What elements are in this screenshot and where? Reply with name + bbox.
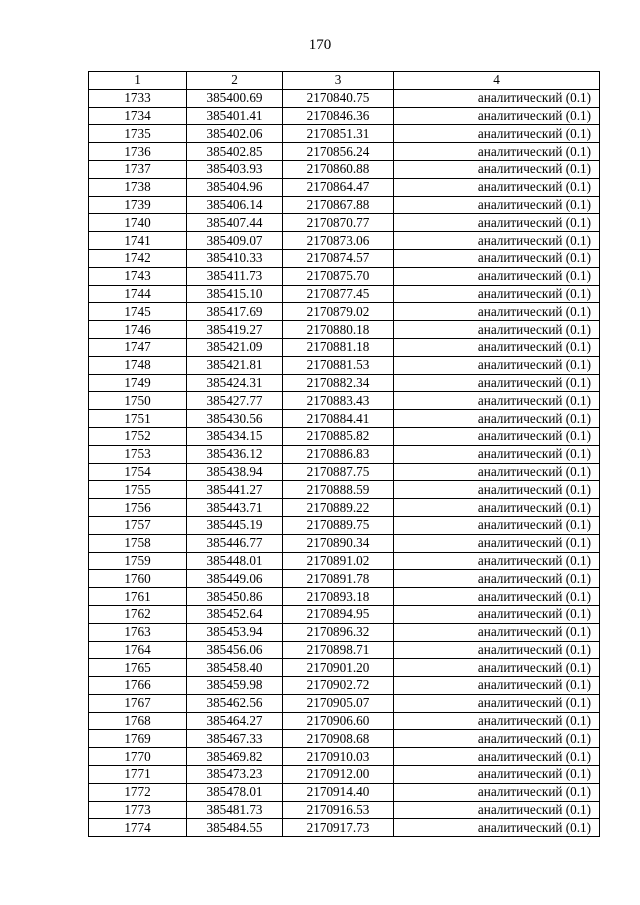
y-coordinate-cell: 2170885.82 (283, 427, 394, 445)
table-row (89, 143, 600, 161)
y-coordinate-cell: 2170846.36 (283, 107, 394, 125)
point-number-cell: 1742 (89, 249, 187, 267)
x-coordinate-cell: 385419.27 (187, 321, 283, 339)
point-number-cell: 1741 (89, 232, 187, 250)
column-header-1: 1 (89, 72, 187, 90)
x-coordinate-cell: 385421.09 (187, 338, 283, 356)
y-coordinate-cell: 2170881.18 (283, 338, 394, 356)
method-cell: аналитический (0.1) (394, 392, 600, 410)
y-coordinate-cell: 2170916.53 (283, 801, 394, 819)
y-coordinate-cell: 2170887.75 (283, 463, 394, 481)
x-coordinate-cell: 385438.94 (187, 463, 283, 481)
method-cell: аналитический (0.1) (394, 410, 600, 428)
method-cell: аналитический (0.1) (394, 623, 600, 641)
x-coordinate-cell: 385484.55 (187, 819, 283, 837)
point-number-cell: 1745 (89, 303, 187, 321)
x-coordinate-cell: 385464.27 (187, 712, 283, 730)
table-row (89, 694, 600, 712)
y-coordinate-cell: 2170870.77 (283, 214, 394, 232)
point-number-cell: 1747 (89, 338, 187, 356)
x-coordinate-cell: 385448.01 (187, 552, 283, 570)
x-coordinate-cell: 385459.98 (187, 677, 283, 695)
method-cell: аналитический (0.1) (394, 321, 600, 339)
point-number-cell: 1763 (89, 623, 187, 641)
x-coordinate-cell: 385458.40 (187, 659, 283, 677)
method-cell: аналитический (0.1) (394, 801, 600, 819)
point-number-cell: 1746 (89, 321, 187, 339)
method-cell: аналитический (0.1) (394, 766, 600, 784)
method-cell: аналитический (0.1) (394, 659, 600, 677)
table-header-row (89, 72, 600, 90)
x-coordinate-cell: 385453.94 (187, 623, 283, 641)
point-number-cell: 1768 (89, 712, 187, 730)
table-row (89, 338, 600, 356)
method-cell: аналитический (0.1) (394, 605, 600, 623)
point-number-cell: 1752 (89, 427, 187, 445)
x-coordinate-cell: 385452.64 (187, 605, 283, 623)
point-number-cell: 1733 (89, 89, 187, 107)
y-coordinate-cell: 2170880.18 (283, 321, 394, 339)
method-cell: аналитический (0.1) (394, 534, 600, 552)
point-number-cell: 1761 (89, 588, 187, 606)
table-row (89, 659, 600, 677)
point-number-cell: 1749 (89, 374, 187, 392)
method-cell: аналитический (0.1) (394, 107, 600, 125)
method-cell: аналитический (0.1) (394, 160, 600, 178)
y-coordinate-cell: 2170884.41 (283, 410, 394, 428)
table-row (89, 766, 600, 784)
table-row (89, 285, 600, 303)
x-coordinate-cell: 385400.69 (187, 89, 283, 107)
x-coordinate-cell: 385410.33 (187, 249, 283, 267)
point-number-cell: 1760 (89, 570, 187, 588)
method-cell: аналитический (0.1) (394, 730, 600, 748)
table-row (89, 196, 600, 214)
y-coordinate-cell: 2170891.78 (283, 570, 394, 588)
point-number-cell: 1756 (89, 499, 187, 517)
method-cell: аналитический (0.1) (394, 178, 600, 196)
point-number-cell: 1764 (89, 641, 187, 659)
point-number-cell: 1759 (89, 552, 187, 570)
y-coordinate-cell: 2170873.06 (283, 232, 394, 250)
x-coordinate-cell: 385462.56 (187, 694, 283, 712)
y-coordinate-cell: 2170914.40 (283, 783, 394, 801)
x-coordinate-cell: 385469.82 (187, 748, 283, 766)
y-coordinate-cell: 2170902.72 (283, 677, 394, 695)
table-row (89, 748, 600, 766)
x-coordinate-cell: 385407.44 (187, 214, 283, 232)
y-coordinate-cell: 2170908.68 (283, 730, 394, 748)
y-coordinate-cell: 2170867.88 (283, 196, 394, 214)
table-row (89, 463, 600, 481)
table-row (89, 249, 600, 267)
y-coordinate-cell: 2170889.22 (283, 499, 394, 517)
table-row (89, 303, 600, 321)
table-row (89, 641, 600, 659)
x-coordinate-cell: 385436.12 (187, 445, 283, 463)
y-coordinate-cell: 2170893.18 (283, 588, 394, 606)
point-number-cell: 1770 (89, 748, 187, 766)
coordinates-table (88, 71, 600, 837)
x-coordinate-cell: 385450.86 (187, 588, 283, 606)
method-cell: аналитический (0.1) (394, 694, 600, 712)
y-coordinate-cell: 2170864.47 (283, 178, 394, 196)
y-coordinate-cell: 2170898.71 (283, 641, 394, 659)
y-coordinate-cell: 2170896.32 (283, 623, 394, 641)
table-row (89, 160, 600, 178)
x-coordinate-cell: 385467.33 (187, 730, 283, 748)
y-coordinate-cell: 2170881.53 (283, 356, 394, 374)
method-cell: аналитический (0.1) (394, 499, 600, 517)
x-coordinate-cell: 385415.10 (187, 285, 283, 303)
table-row (89, 232, 600, 250)
table-row (89, 107, 600, 125)
x-coordinate-cell: 385445.19 (187, 516, 283, 534)
y-coordinate-cell: 2170840.75 (283, 89, 394, 107)
point-number-cell: 1734 (89, 107, 187, 125)
method-cell: аналитический (0.1) (394, 374, 600, 392)
method-cell: аналитический (0.1) (394, 819, 600, 837)
y-coordinate-cell: 2170888.59 (283, 481, 394, 499)
column-header-3: 3 (283, 72, 394, 90)
method-cell: аналитический (0.1) (394, 89, 600, 107)
method-cell: аналитический (0.1) (394, 125, 600, 143)
point-number-cell: 1755 (89, 481, 187, 499)
x-coordinate-cell: 385409.07 (187, 232, 283, 250)
method-cell: аналитический (0.1) (394, 196, 600, 214)
table-row (89, 374, 600, 392)
y-coordinate-cell: 2170905.07 (283, 694, 394, 712)
y-coordinate-cell: 2170874.57 (283, 249, 394, 267)
table-row (89, 730, 600, 748)
x-coordinate-cell: 385401.41 (187, 107, 283, 125)
method-cell: аналитический (0.1) (394, 356, 600, 374)
point-number-cell: 1772 (89, 783, 187, 801)
method-cell: аналитический (0.1) (394, 552, 600, 570)
table-row (89, 677, 600, 695)
table-row (89, 712, 600, 730)
x-coordinate-cell: 385456.06 (187, 641, 283, 659)
point-number-cell: 1767 (89, 694, 187, 712)
table-row (89, 783, 600, 801)
x-coordinate-cell: 385434.15 (187, 427, 283, 445)
method-cell: аналитический (0.1) (394, 748, 600, 766)
y-coordinate-cell: 2170860.88 (283, 160, 394, 178)
table-row (89, 819, 600, 837)
table-row (89, 605, 600, 623)
x-coordinate-cell: 385441.27 (187, 481, 283, 499)
method-cell: аналитический (0.1) (394, 303, 600, 321)
y-coordinate-cell: 2170889.75 (283, 516, 394, 534)
y-coordinate-cell: 2170882.34 (283, 374, 394, 392)
table-row (89, 356, 600, 374)
x-coordinate-cell: 385430.56 (187, 410, 283, 428)
table-row (89, 267, 600, 285)
point-number-cell: 1774 (89, 819, 187, 837)
y-coordinate-cell: 2170875.70 (283, 267, 394, 285)
point-number-cell: 1735 (89, 125, 187, 143)
x-coordinate-cell: 385478.01 (187, 783, 283, 801)
page-number: 170 (308, 37, 332, 53)
x-coordinate-cell: 385421.81 (187, 356, 283, 374)
x-coordinate-cell: 385424.31 (187, 374, 283, 392)
y-coordinate-cell: 2170894.95 (283, 605, 394, 623)
table-row (89, 321, 600, 339)
method-cell: аналитический (0.1) (394, 677, 600, 695)
table-row (89, 570, 600, 588)
x-coordinate-cell: 385449.06 (187, 570, 283, 588)
method-cell: аналитический (0.1) (394, 267, 600, 285)
table-row (89, 178, 600, 196)
x-coordinate-cell: 385446.77 (187, 534, 283, 552)
table-row (89, 481, 600, 499)
point-number-cell: 1750 (89, 392, 187, 410)
method-cell: аналитический (0.1) (394, 463, 600, 481)
table-row (89, 214, 600, 232)
table-row (89, 125, 600, 143)
x-coordinate-cell: 385417.69 (187, 303, 283, 321)
table-row (89, 445, 600, 463)
point-number-cell: 1744 (89, 285, 187, 303)
x-coordinate-cell: 385404.96 (187, 178, 283, 196)
method-cell: аналитический (0.1) (394, 232, 600, 250)
method-cell: аналитический (0.1) (394, 481, 600, 499)
y-coordinate-cell: 2170883.43 (283, 392, 394, 410)
method-cell: аналитический (0.1) (394, 445, 600, 463)
point-number-cell: 1743 (89, 267, 187, 285)
x-coordinate-cell: 385403.93 (187, 160, 283, 178)
method-cell: аналитический (0.1) (394, 783, 600, 801)
method-cell: аналитический (0.1) (394, 516, 600, 534)
point-number-cell: 1766 (89, 677, 187, 695)
table-row (89, 534, 600, 552)
method-cell: аналитический (0.1) (394, 249, 600, 267)
method-cell: аналитический (0.1) (394, 214, 600, 232)
x-coordinate-cell: 385427.77 (187, 392, 283, 410)
table-row (89, 499, 600, 517)
method-cell: аналитический (0.1) (394, 570, 600, 588)
y-coordinate-cell: 2170910.03 (283, 748, 394, 766)
table-row (89, 623, 600, 641)
point-number-cell: 1738 (89, 178, 187, 196)
point-number-cell: 1757 (89, 516, 187, 534)
point-number-cell: 1737 (89, 160, 187, 178)
y-coordinate-cell: 2170912.00 (283, 766, 394, 784)
y-coordinate-cell: 2170917.73 (283, 819, 394, 837)
table-row (89, 392, 600, 410)
point-number-cell: 1762 (89, 605, 187, 623)
x-coordinate-cell: 385406.14 (187, 196, 283, 214)
point-number-cell: 1773 (89, 801, 187, 819)
point-number-cell: 1751 (89, 410, 187, 428)
x-coordinate-cell: 385481.73 (187, 801, 283, 819)
point-number-cell: 1765 (89, 659, 187, 677)
method-cell: аналитический (0.1) (394, 338, 600, 356)
y-coordinate-cell: 2170879.02 (283, 303, 394, 321)
table-row (89, 89, 600, 107)
x-coordinate-cell: 385443.71 (187, 499, 283, 517)
method-cell: аналитический (0.1) (394, 285, 600, 303)
table-row (89, 588, 600, 606)
point-number-cell: 1769 (89, 730, 187, 748)
table-row (89, 427, 600, 445)
y-coordinate-cell: 2170901.20 (283, 659, 394, 677)
point-number-cell: 1748 (89, 356, 187, 374)
point-number-cell: 1739 (89, 196, 187, 214)
y-coordinate-cell: 2170890.34 (283, 534, 394, 552)
y-coordinate-cell: 2170877.45 (283, 285, 394, 303)
column-header-2: 2 (187, 72, 283, 90)
method-cell: аналитический (0.1) (394, 588, 600, 606)
point-number-cell: 1736 (89, 143, 187, 161)
point-number-cell: 1753 (89, 445, 187, 463)
point-number-cell: 1758 (89, 534, 187, 552)
table-row (89, 516, 600, 534)
point-number-cell: 1771 (89, 766, 187, 784)
method-cell: аналитический (0.1) (394, 143, 600, 161)
y-coordinate-cell: 2170856.24 (283, 143, 394, 161)
y-coordinate-cell: 2170891.02 (283, 552, 394, 570)
table-body (89, 89, 600, 836)
x-coordinate-cell: 385402.85 (187, 143, 283, 161)
table-row (89, 552, 600, 570)
column-header-4: 4 (394, 72, 600, 90)
x-coordinate-cell: 385473.23 (187, 766, 283, 784)
point-number-cell: 1754 (89, 463, 187, 481)
table-row (89, 410, 600, 428)
y-coordinate-cell: 2170906.60 (283, 712, 394, 730)
x-coordinate-cell: 385411.73 (187, 267, 283, 285)
y-coordinate-cell: 2170886.83 (283, 445, 394, 463)
method-cell: аналитический (0.1) (394, 427, 600, 445)
point-number-cell: 1740 (89, 214, 187, 232)
x-coordinate-cell: 385402.06 (187, 125, 283, 143)
method-cell: аналитический (0.1) (394, 712, 600, 730)
y-coordinate-cell: 2170851.31 (283, 125, 394, 143)
table-row (89, 801, 600, 819)
method-cell: аналитический (0.1) (394, 641, 600, 659)
